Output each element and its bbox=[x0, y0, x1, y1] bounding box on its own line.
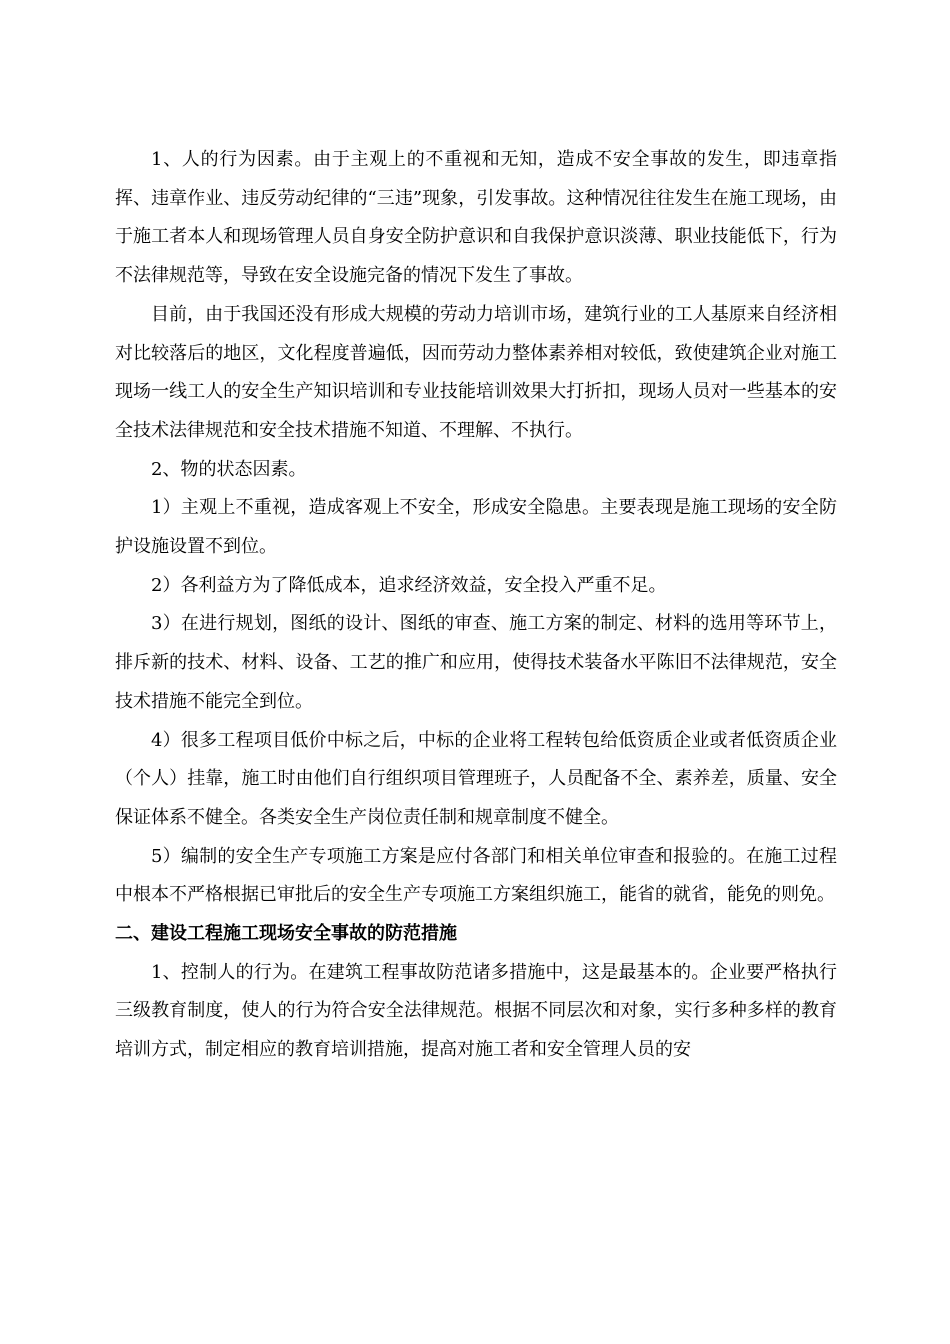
paragraph-labor-training: 目前，由于我国还没有形成大规模的劳动力培训市场，建筑行业的工人基原来自经济相对比较落后的地区，文化程度普遍低，因而劳动力整体素养相对较低，致使建筑企业对施工现场一线工人的安全生产知识培训和专业技能培训效果大打折扣，现场人员对一些基本的安全技术法律规范和安全技术措施不知道、不理解、不执行。 bbox=[115, 303, 837, 441]
document-body bbox=[115, 141, 837, 1070]
paragraph-human-factors: 1、人的行为因素。由于主观上的不重视和无知，造成不安全事故的发生，即违章指挥、违章作业、违反劳动纪律的“三违”现象，引发事故。这种情况往往发生在施工现场，由于施工者本人和现场管理人员自身安全防护意识和自我保护意识淡薄、职业技能低下，行为不法律规范等，导致在安全设施完备的情况下发生了事故。 bbox=[115, 149, 837, 287]
paragraph-item-5: 5）编制的安全生产专项施工方案是应付各部门和相关单位审查和报验的。在施工过程中根本不严格根据已审批后的安全生产专项施工方案组织施工，能省的就省，能免的则免。 bbox=[115, 845, 837, 906]
paragraph-control-behavior: 1、控制人的行为。在建筑工程事故防范诸多措施中，这是最基本的。企业要严格执行三级教育制度，使人的行为符合安全法律规范。根据不同层次和对象，实行多种多样的教育培训方式，制定相应的教育培训措施，提高对施工者和安全管理人员的安 bbox=[115, 961, 837, 1061]
paragraph-item-3: 3）在进行规划，图纸的设计、图纸的审查、施工方案的制定、材料的选用等环节上，排斥新的技术、材料、设备、工艺的推广和应用，使得技术装备水平陈旧不法律规范，安全技术措施不能完全到位。 bbox=[115, 613, 837, 712]
section-heading: 二、建设工程施工现场安全事故的防范措施 bbox=[115, 923, 457, 945]
paragraph-item-2: 2）各利益方为了降低成本，追求经济效益，安全投入严重不足。 bbox=[151, 574, 667, 596]
paragraph-material-factors: 2、物的状态因素。 bbox=[151, 458, 307, 480]
paragraph-item-4: 4）很多工程项目低价中标之后，中标的企业将工程转包给低资质企业或者低资质企业（个人）挂靠，施工时由他们自行组织项目管理班子，人员配备不全、素养差，质量、安全保证体系不健全。各类安全生产岗位责任制和规章制度不健全。 bbox=[115, 729, 837, 828]
paragraph-item-1: 1）主观上不重视，造成客观上不安全，形成安全隐患。主要表现是施工现场的安全防护设施设置不到位。 bbox=[115, 497, 837, 558]
